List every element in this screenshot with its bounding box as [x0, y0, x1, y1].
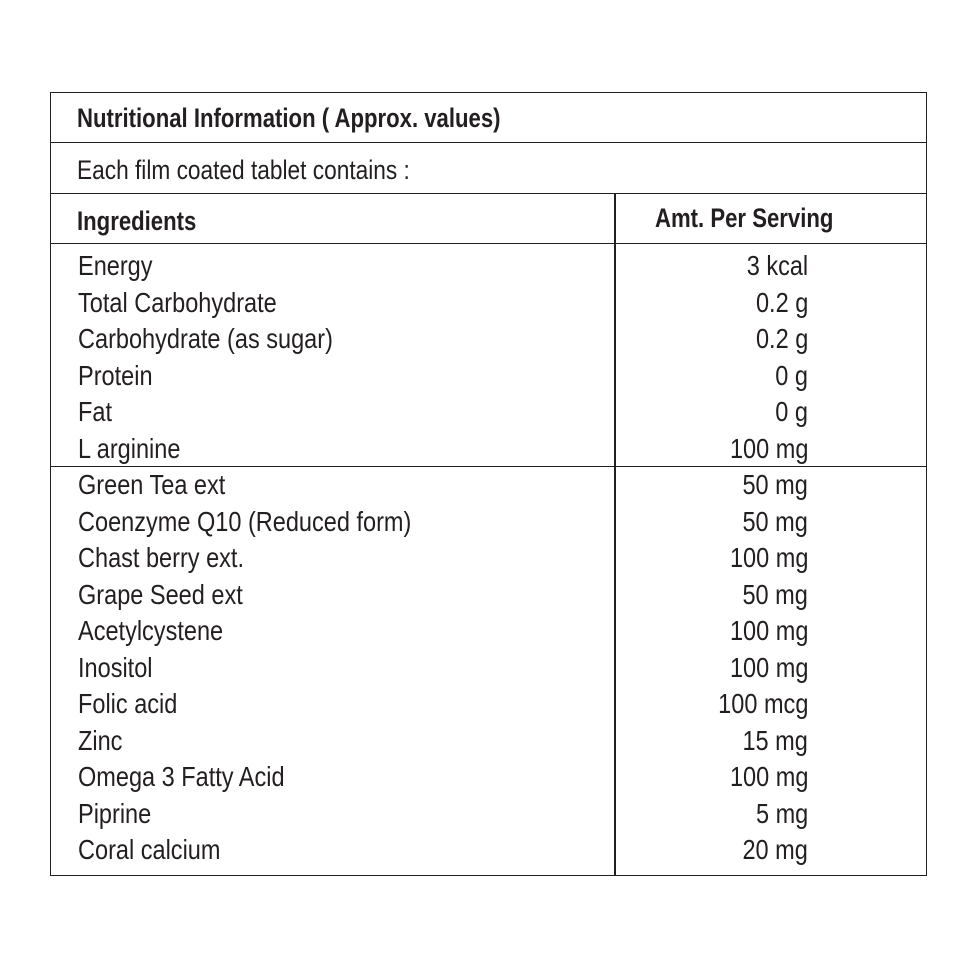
ingredient-name: Energy: [78, 250, 153, 281]
table-row: [51, 613, 926, 650]
table-row: [51, 394, 926, 431]
ingredient-amount: 15 mg: [742, 724, 808, 756]
ingredient-amount: 50 mg: [742, 505, 808, 537]
subtitle-row: [51, 143, 926, 194]
ingredient-amount: 0 g: [775, 359, 808, 391]
ingredient-amount: 100 mg: [729, 432, 808, 464]
ingredient-name: Green Tea ext: [78, 469, 226, 500]
title-row: [51, 93, 926, 143]
table-row: [51, 832, 926, 869]
ingredient-name: Coenzyme Q10 (Reduced form): [78, 505, 412, 537]
actives-section: [51, 467, 926, 869]
table-row: [51, 650, 926, 687]
table-row: [51, 248, 926, 285]
column-header-amount: Amt. Per Serving: [655, 203, 834, 233]
ingredient-amount: 50 mg: [742, 469, 808, 500]
ingredient-amount: 0.2 g: [755, 323, 808, 354]
ingredient-name: Chast berry ext.: [78, 542, 245, 573]
ingredient-name: Omega 3 Fatty Acid: [78, 761, 285, 792]
ingredient-amount: 100 mg: [729, 651, 808, 683]
ingredient-amount: 3 kcal: [746, 250, 808, 281]
ingredient-amount: 100 mg: [729, 761, 808, 792]
table-row: [51, 467, 926, 504]
ingredient-name: Zinc: [78, 724, 123, 756]
table-title: Nutritional Information ( Approx. values): [77, 103, 501, 133]
table-row: [51, 686, 926, 723]
ingredient-amount: 0 g: [775, 396, 808, 427]
ingredient-name: Total Carbohydrate: [78, 286, 277, 318]
nutrients-section: [51, 248, 926, 467]
table-row: [51, 285, 926, 322]
table-row: [51, 577, 926, 614]
table-row: [51, 796, 926, 833]
ingredient-amount: 0.2 g: [755, 286, 808, 318]
ingredient-amount: 20 mg: [742, 834, 808, 865]
ingredient-name: Fat: [78, 396, 112, 427]
ingredient-name: Coral calcium: [78, 834, 221, 865]
ingredient-amount: 5 mg: [755, 797, 808, 829]
column-header-ingredients: Ingredients: [77, 206, 197, 236]
table-row: [51, 759, 926, 796]
ingredient-name: Carbohydrate (as sugar): [78, 323, 333, 354]
ingredient-name: Grape Seed ext: [78, 578, 243, 610]
ingredient-name: Acetylcystene: [78, 615, 224, 646]
ingredient-amount: 100 mg: [729, 615, 808, 646]
table-row: [51, 321, 926, 358]
ingredient-name: Inositol: [78, 651, 153, 683]
table-row: [51, 540, 926, 577]
ingredient-name: Protein: [78, 359, 153, 391]
ingredient-amount: 100 mg: [729, 542, 808, 573]
nutrition-table: [50, 92, 927, 876]
ingredient-name: L arginine: [78, 432, 181, 464]
table-subtitle: Each film coated tablet contains :: [77, 155, 410, 185]
table-row: [51, 723, 926, 760]
table-row: [51, 358, 926, 395]
ingredient-name: Piprine: [78, 797, 152, 829]
table-row: [51, 431, 926, 468]
ingredient-name: Folic acid: [78, 688, 178, 719]
ingredient-amount: 100 mcg: [717, 688, 808, 719]
ingredient-amount: 50 mg: [742, 578, 808, 610]
table-row: [51, 504, 926, 541]
column-header-row: [51, 194, 926, 244]
